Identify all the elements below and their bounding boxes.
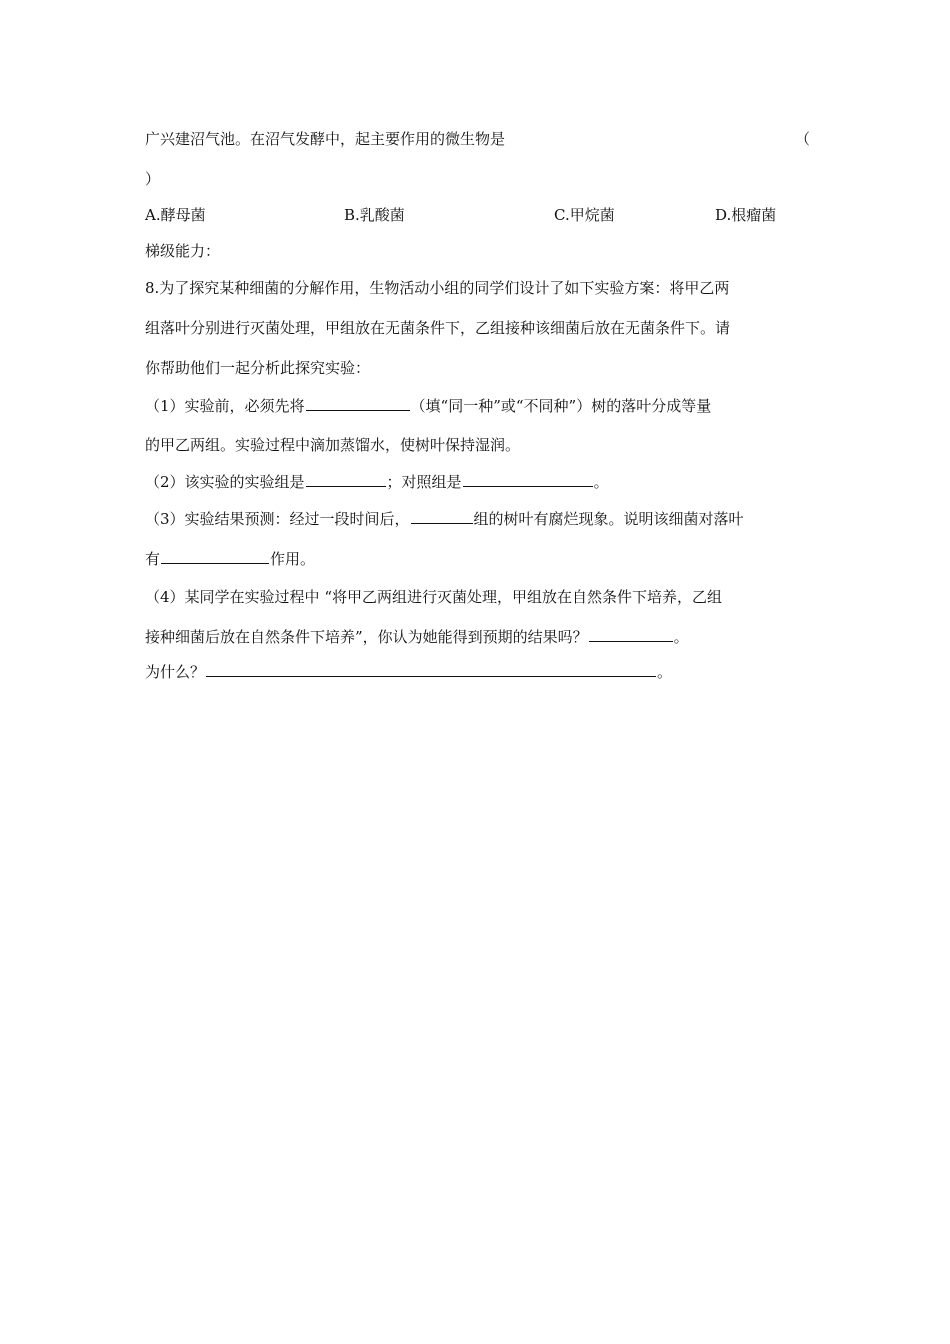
part4-why: 为什么？ — [145, 663, 206, 681]
part3-prefix: （3）实验结果预测：经过一段时间后， — [145, 510, 410, 528]
q8-part1-line-2: 的甲乙两组。实验过程中滴加蒸馏水，使树叶保持湿润。 — [145, 436, 521, 454]
part2-middle: ；对照组是 — [386, 473, 462, 491]
part1-suffix: （填“同一种”或“不同种”）树的落叶分成等量 — [410, 397, 712, 415]
answer-blank-reason[interactable] — [206, 662, 656, 677]
q8-stem-line-1: 8.为了探究某种细菌的分解作用，生物活动小组的同学们设计了如下实验方案：将甲乙两 — [145, 279, 730, 297]
answer-blank-rotting-group[interactable] — [411, 509, 473, 524]
part3-line2-prefix: 有 — [145, 550, 161, 568]
answer-paren-close: ） — [145, 170, 161, 188]
q8-part4-line-3 — [145, 662, 672, 682]
q8-part3-line-2 — [145, 549, 315, 569]
q8-part4-line-1: （4）某同学在实验过程中 “将甲乙两组进行灭菌处理，甲组放在自然条件下培养，乙组 — [145, 588, 722, 606]
part2-end: 。 — [593, 473, 609, 491]
q8-part1-line — [145, 396, 711, 416]
q8-stem-line-2: 组落叶分别进行灭菌处理，甲组放在无菌条件下，乙组接种该细菌后放在无菌条件下。请 — [145, 319, 731, 337]
answer-blank-bacteria-effect[interactable] — [161, 549, 269, 564]
part4-end: 。 — [673, 628, 689, 646]
option-b: B.乳酸菌 — [344, 206, 405, 224]
part3-line2-suffix: 作用。 — [270, 550, 316, 568]
q8-stem-line-3: 你帮助他们一起分析此探究实验： — [145, 359, 371, 377]
option-d: D.根瘤菌 — [715, 206, 777, 224]
answer-blank-tree-type[interactable] — [306, 396, 410, 411]
part3-suffix: 组的树叶有腐烂现象。说明该细菌对落叶 — [473, 510, 744, 528]
answer-paren-open: （ — [795, 130, 811, 148]
answer-blank-experimental-group[interactable] — [306, 472, 386, 487]
part2-prefix: （2）该实验的实验组是 — [145, 473, 305, 491]
part4-question: 接种细菌后放在自然条件下培养”，你认为她能得到预期的结果吗？ — [145, 628, 588, 646]
answer-blank-control-group[interactable] — [463, 472, 593, 487]
q8-part4-line-2 — [145, 627, 689, 647]
q8-part2-line — [145, 472, 609, 492]
answer-blank-expected-result[interactable] — [589, 627, 673, 642]
option-a: A.酵母菌 — [145, 206, 206, 224]
part4-why-end: 。 — [657, 663, 673, 681]
q7-stem-line: 广兴建沼气池。在沼气发酵中，起主要作用的微生物是 — [145, 130, 506, 148]
q8-part3-line — [145, 509, 744, 529]
section-label: 梯级能力： — [145, 242, 221, 260]
option-c: C.甲烷菌 — [554, 206, 615, 224]
part1-prefix: （1）实验前，必须先将 — [145, 397, 305, 415]
